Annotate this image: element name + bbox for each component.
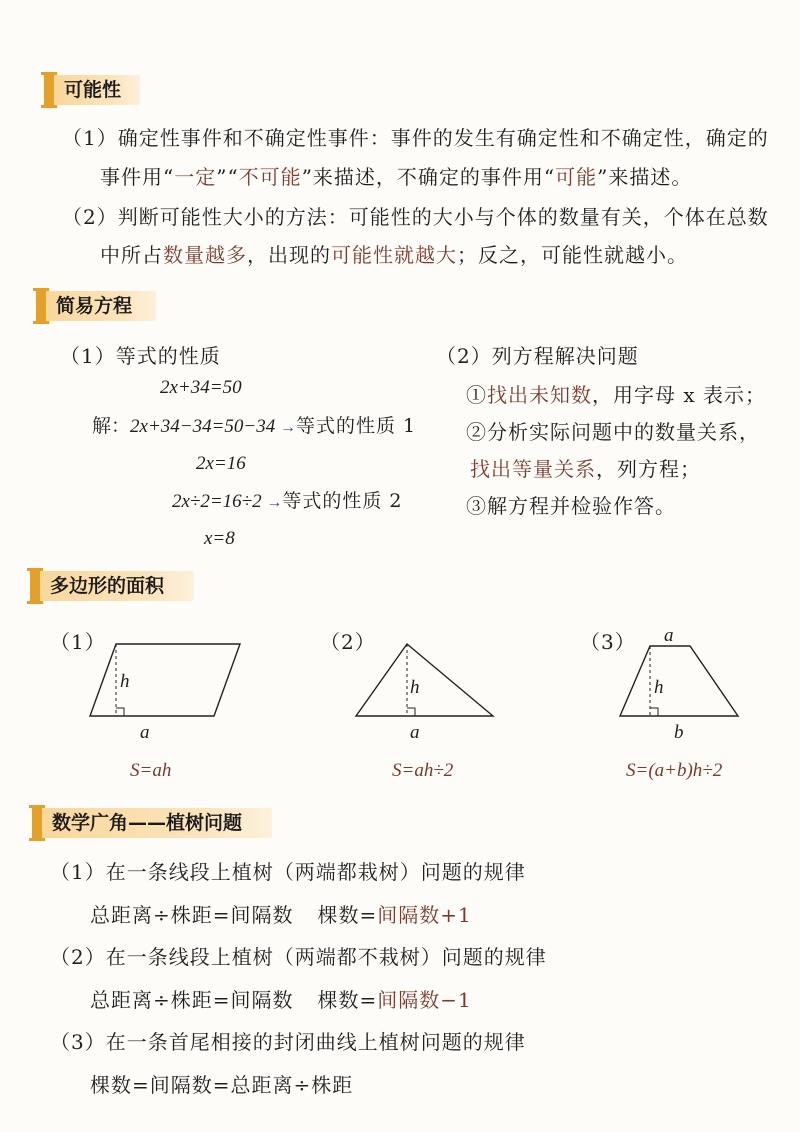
parallelogram-formula: S=ah [130,760,172,781]
section-marker-icon [44,72,54,108]
arrow-icon: → [266,494,283,511]
equation-line-2: 解：2x+34−34=50−34 →等式的性质 1 [92,415,417,437]
triangle-formula: S=ah÷2 [392,760,454,781]
equation-step-2-cont: 找出等量关系，列方程； [470,457,701,481]
probability-item-1-line-1: （1）确定性事件和不确定性事件：事件的发生有确定性和不确定性，确定的 [62,126,769,150]
tree-rule-1-title: （1）在一条线段上植树（两端都栽树）问题的规律 [50,860,526,884]
shape-1-number: （1） [50,630,106,654]
triangle-figure [350,640,500,725]
equation-step-1: ①找出未知数，用字母 x 表示； [466,383,766,407]
section-marker-icon [30,568,40,604]
section-title: 多边形的面积 [50,575,165,597]
probability-item-2-line-2: 中所占数量越多，出现的可能性就越大；反之，可能性就越小。 [100,243,688,267]
section-title: 可能性 [64,79,122,101]
section-title: 数学广角——植树问题 [52,812,243,834]
arrow-icon: → [279,419,296,436]
section-header-polygons [30,568,194,604]
shape-3-number: （3） [580,630,636,654]
trapezoid-base-label: b [674,722,684,743]
section-header-equations [36,288,156,324]
equation-line-1: 2x+34=50 [160,377,242,398]
trapezoid-formula: S=(a+b)h÷2 [626,760,723,781]
triangle-height-label: h [410,677,420,698]
equation-line-5: x=8 [204,528,235,549]
tree-rule-3-formula: 棵数=间隔数=总距离÷株距 [90,1073,354,1097]
tree-rule-1-formula: 总距离÷株距=间隔数 棵数=间隔数+1 [90,903,472,927]
tree-rule-2-formula: 总距离÷株距=间隔数 棵数=间隔数−1 [90,988,472,1012]
equation-solving-heading: （2）列方程解决问题 [436,344,639,368]
probability-item-2-line-1: （2）判断可能性大小的方法：可能性的大小与个体的数量有关，个体在总数 [62,205,769,229]
section-header-trees [32,805,272,841]
trapezoid-top-label: a [664,625,674,646]
equation-properties-heading: （1）等式的性质 [60,344,221,368]
equation-line-4: 2x÷2=16÷2 →等式的性质 2 [172,490,403,512]
equation-step-2: ②分析实际问题中的数量关系， [466,420,760,444]
shape-2-number: （2） [320,630,376,654]
trapezoid-height-label: h [654,677,664,698]
parallelogram-base-label: a [140,722,150,743]
section-title: 简易方程 [56,295,133,317]
probability-item-1-line-2: 事件用“一定”“不可能”来描述，不确定的事件用“可能”来描述。 [100,165,693,189]
equation-step-3: ③解方程并检验作答。 [466,494,676,518]
equation-line-3: 2x=16 [196,453,246,474]
tree-rule-3-title: （3）在一条首尾相接的封闭曲线上植树问题的规律 [50,1030,526,1054]
section-header-probability [44,72,140,108]
triangle-base-label: a [410,722,420,743]
parallelogram-height-label: h [120,671,130,692]
parallelogram-figure [80,638,250,728]
section-marker-icon [32,805,42,841]
section-marker-icon [36,288,46,324]
trapezoid-figure [610,640,750,725]
tree-rule-2-title: （2）在一条线段上植树（两端都不栽树）问题的规律 [50,945,547,969]
